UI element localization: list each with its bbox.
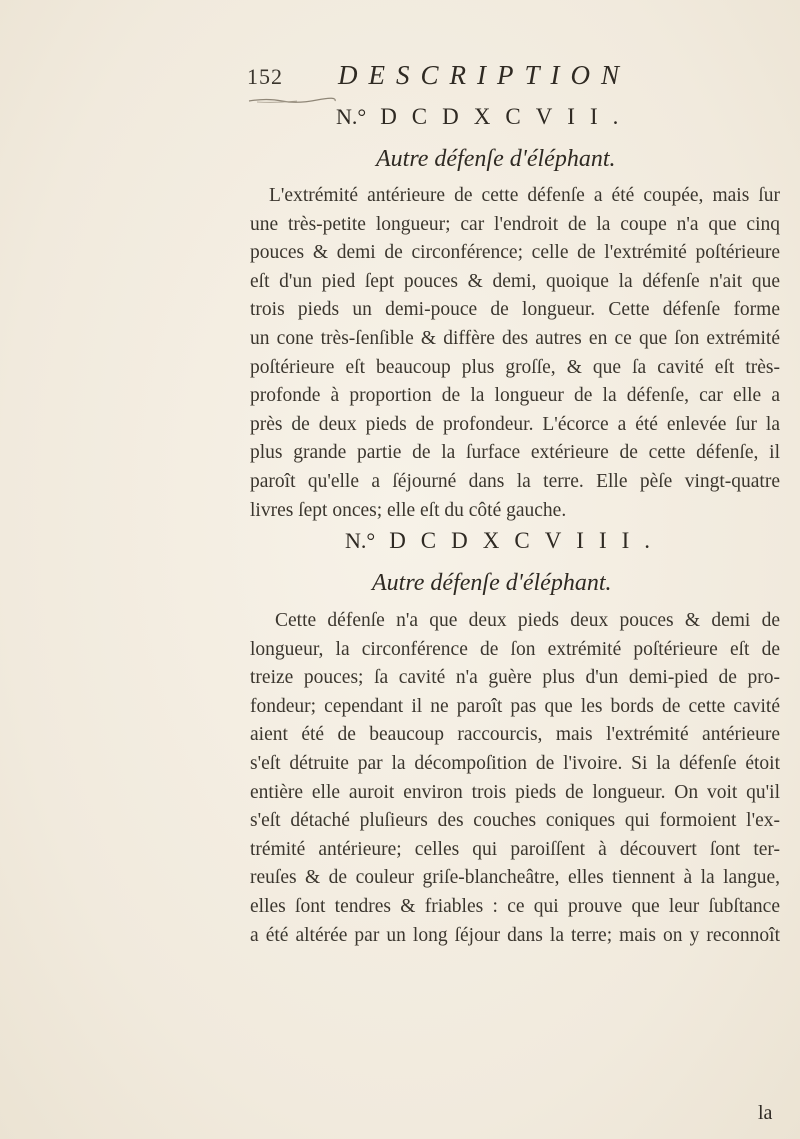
entry-number-heading	[345, 528, 665, 554]
page-number: 152	[247, 64, 283, 89]
ink-smudge-ornament	[247, 96, 337, 104]
entry-roman-numeral: DCDXCVIII.	[389, 528, 666, 553]
text-line: près de deux pieds de profondeur. L'écorce a été enlevée ſur la	[250, 413, 780, 435]
text-line: poſtérieure eſt beaucoup plus groſſe, & que ſa cavité eſt très-	[250, 356, 780, 378]
text-line: un cone très-ſenſible & diffère des autres en ce que ſon extrémité	[250, 327, 780, 349]
entry-roman-numeral: DCDXCVII.	[380, 104, 634, 129]
entry-title: Autre défenſe d'éléphant.	[376, 146, 616, 172]
text-line: pouces & demi de circonférence; celle de l'extrémité poſtérieure	[250, 242, 780, 264]
text-line: paroît qu'elle a ſéjourné dans la terre. Elle pèſe vingt-quatre	[250, 470, 780, 492]
text-line: eſt d'un pied ſept pouces & demi, quoique la défenſe n'ait que	[250, 270, 780, 292]
text-line: trois pieds un demi-pouce de longueur. Cette défenſe forme	[250, 299, 780, 321]
text-line: longueur, la circonférence de ſon extrémité poſtérieure eſt de	[250, 638, 780, 660]
text-line: reuſes & de couleur griſe-blancheâtre, elles tiennent à la langue,	[250, 867, 780, 889]
text-line: une très-petite longueur; car l'endroit de la coupe n'a que cinq	[250, 213, 780, 235]
text-line: plus grande partie de la ſurface extérieure de cette défenſe, il	[250, 442, 780, 464]
text-line: profonde à proportion de la longueur de la défenſe, car elle a	[250, 385, 780, 407]
text-line: fondeur; cependant il ne paroît pas que les bords de cette cavité	[250, 695, 780, 717]
entry-number-label: N.°	[345, 528, 376, 553]
text-line: entière elle auroit environ trois pieds de longueur. On voit qu'il	[250, 781, 780, 803]
entry-paragraph	[250, 607, 780, 950]
text-line: livres ſept onces; elle eſt du côté gauche.	[250, 499, 567, 521]
entry-number-label: N.°	[336, 104, 367, 129]
text-line: trémité antérieure; celles qui paroiſſent à découvert ſont ter-	[250, 838, 780, 860]
entry-title: Autre défenſe d'éléphant.	[372, 570, 612, 596]
text-line: Cette défenſe n'a que deux pieds deux pouces & demi de	[275, 610, 780, 631]
running-title: DESCRIPTION	[338, 60, 630, 90]
text-line: a été altérée par un long ſéjour dans la terre; mais on y reconnoît	[250, 924, 780, 946]
catchword: la	[758, 1102, 773, 1124]
text-line: L'extrémité antérieure de cette défenſe a été coupée, mais ſur	[269, 185, 780, 206]
text-line: s'eſt détaché pluſieurs des couches coniques qui formoient l'ex-	[250, 810, 780, 832]
entry-paragraph	[250, 182, 780, 525]
text-line: treize pouces; ſa cavité n'a guère plus d'un demi-pied de pro-	[250, 667, 780, 689]
text-line: s'eſt détruite par la décompoſition de l'ivoire. Si la défenſe étoit	[250, 752, 780, 774]
text-line: aient été de beaucoup raccourcis, mais l'extrémité antérieure	[250, 724, 780, 746]
text-line: elles ſont tendres & friables : ce qui prouve que leur ſubſtance	[250, 895, 780, 917]
entry-number-heading	[336, 104, 633, 130]
